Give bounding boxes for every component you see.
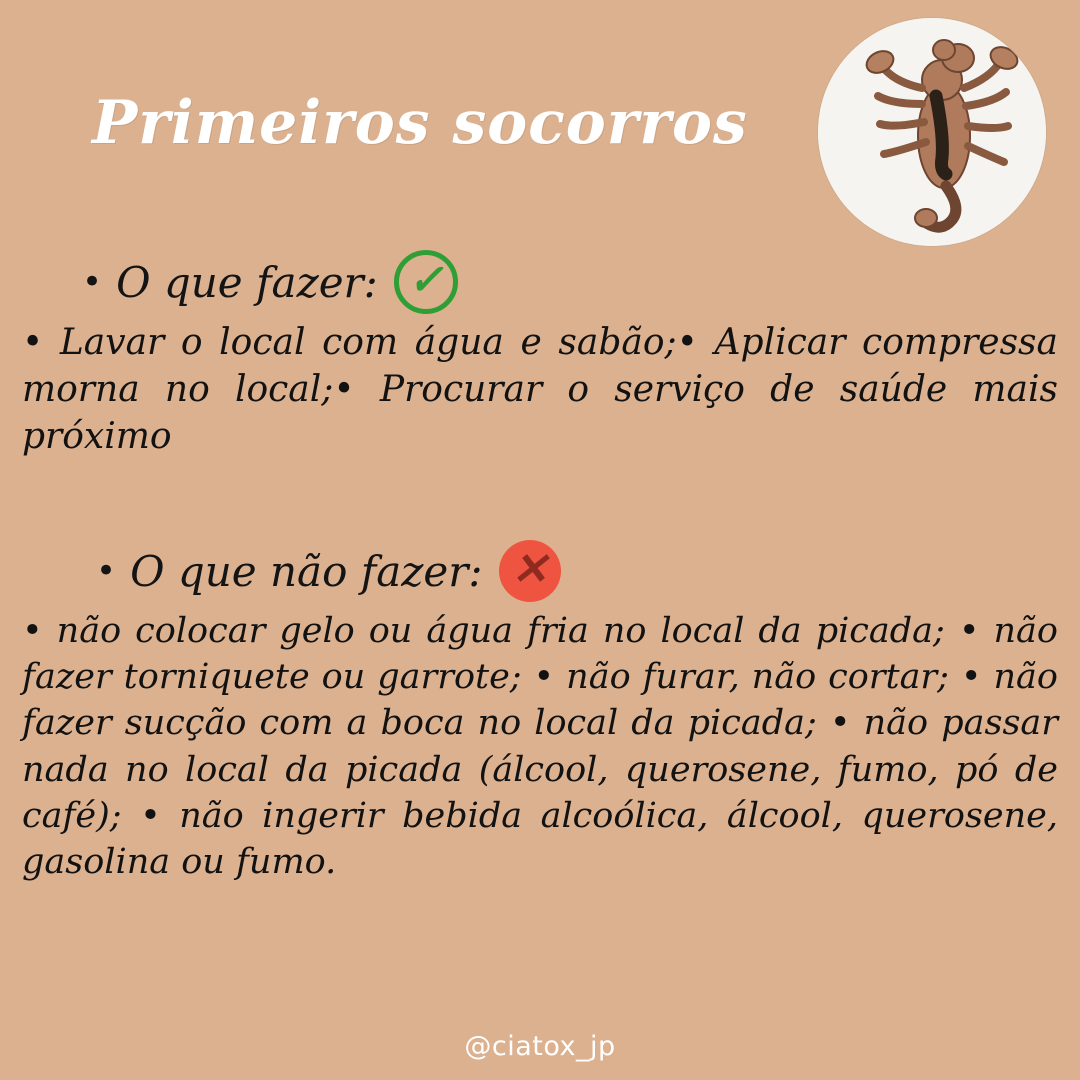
- section-dont: [22, 540, 1058, 885]
- bullet-icon: •: [96, 551, 117, 591]
- section-do-heading-label: O que fazer:: [116, 257, 378, 307]
- section-dont-body: • não colocar gelo ou água fria no local da picada; • não fazer torniquete ou garrote; • não furar, não cortar; • não fazer sucção com a boca no local da picada; • não passar nada no local da picada (álcool, querosene, fumo, pó de café); • não ingerir bebida alcoólica, álcool, querosene, gasolina ou fumo.: [22, 611, 1058, 882]
- bullet-icon: •: [82, 262, 103, 302]
- page-title: Primeiros socorros: [92, 88, 748, 158]
- check-glyph: ✓: [408, 255, 444, 304]
- cross-glyph: ✕: [511, 543, 548, 595]
- section-do-heading: [22, 250, 1058, 314]
- section-dont-heading-label: O que não fazer:: [130, 546, 483, 596]
- section-do-body: • Lavar o local com água e sabão;• Aplicar compressa morna no local;• Procurar o serviço de saúde mais próximo: [22, 322, 1058, 457]
- section-dont-heading: [22, 540, 1058, 602]
- check-icon: [394, 250, 458, 314]
- social-handle: @ciatox_jp: [464, 1031, 616, 1062]
- section-do: [22, 250, 1058, 460]
- cross-icon: [499, 540, 561, 602]
- scorpion-photo: [818, 18, 1046, 246]
